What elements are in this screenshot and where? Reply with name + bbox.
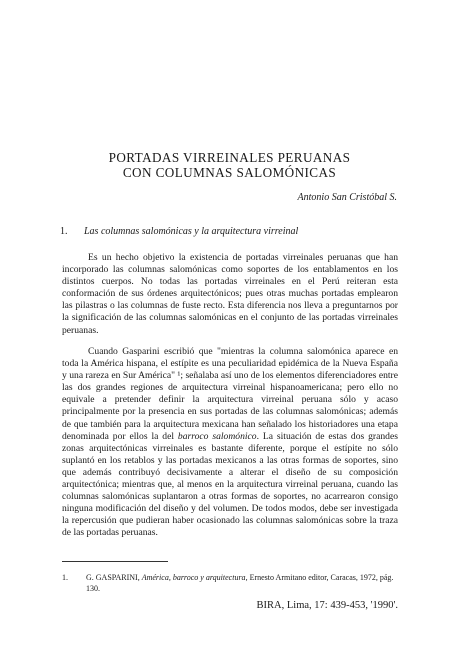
paragraph-2 <box>62 346 398 540</box>
footnote-number: 1. <box>62 573 68 582</box>
footnote <box>62 572 398 594</box>
paragraph-2-text-b: . La situación de estas dos grandes zonas arquitectónicas virreinales es bastante diferente, porque el estípite no sólo suplantó en los retablos y las portadas mexicanos a las otras formas de soportes, sino que además contribuyó decisivamente a alterar el diseño de su composición arquitectónica; mientras que, al menos en la arquitectura virreinal peruana, cuando las columnas salomónicas suplantaron a otras formas de soportes, no acarrearon consigo ninguna modificación del diseño y del volumen. De todos modos, debe ser investigada la repercusión que pudieran haber ocasionado las columnas salomónicas sobre la traza de las portadas peruanas. <box>62 430 398 539</box>
section-heading <box>60 226 400 237</box>
article-title-line-1: PORTADAS VIRREINALES PERUANAS <box>108 150 351 165</box>
footnote-separator <box>62 561 168 562</box>
paragraph-2-text-a: Cuando Gasparini escribió que "mientras la columna salomónica aparece en toda la América hispana, el estípite es una peculiaridad epidémica de la Nueva España y una rareza en Sur América" ¹; señalaba así uno de los elementos diferenciadores entre las dos grandes regiones de arquitectura virreinal hispanoamericana; pero ello no equivale a pretender definir la arquitectura virreinal peruana sólo y acaso principalmente por la presencia en sus portadas de las columnas salomónicas; además de que también para la arquitectura mexicana han señalado los historiadores una etapa denominada por ellos la del <box>62 346 398 442</box>
footnote-prefix: G. GASPARINI, <box>86 573 142 582</box>
paragraph-1: Es un hecho objetivo la existencia de portadas virreinales peruanas que han incorporado las columnas salomónicas como soportes de los entablamentos en los distintos cuerpos. No todas las portadas virreinales en el Perú reiteran esta conformación de sus órdenes arquitectónicos; pues otras muchas portadas emplearon las pilastras o las columnas de fuste recto. Esta diferencia nos lleva a preguntarnos por la significación de las columnas salomónicas en el conjunto de las portadas virreinales peruanas. <box>62 252 398 336</box>
article-title-line-2: CON COLUMNAS SALOMÓNICAS <box>122 165 337 180</box>
footnote-text <box>62 572 398 594</box>
footnote-book-title: América, barroco y arquitectura <box>141 573 246 582</box>
section-title: Las columnas salomónicas y la arquitectura virreinal <box>84 226 299 237</box>
journal-reference: BIRA, Lima, 17: 439-453, '1990'. <box>256 600 398 611</box>
author-name: Antonio San Cristóbal S. <box>297 192 397 203</box>
paragraph-2-emphasis: barroco salomónico <box>177 430 257 442</box>
footnote-suffix: , Ernesto Armitano editor, Caracas, 1972, pág. 130. <box>86 573 394 593</box>
section-number: 1. <box>60 226 68 237</box>
